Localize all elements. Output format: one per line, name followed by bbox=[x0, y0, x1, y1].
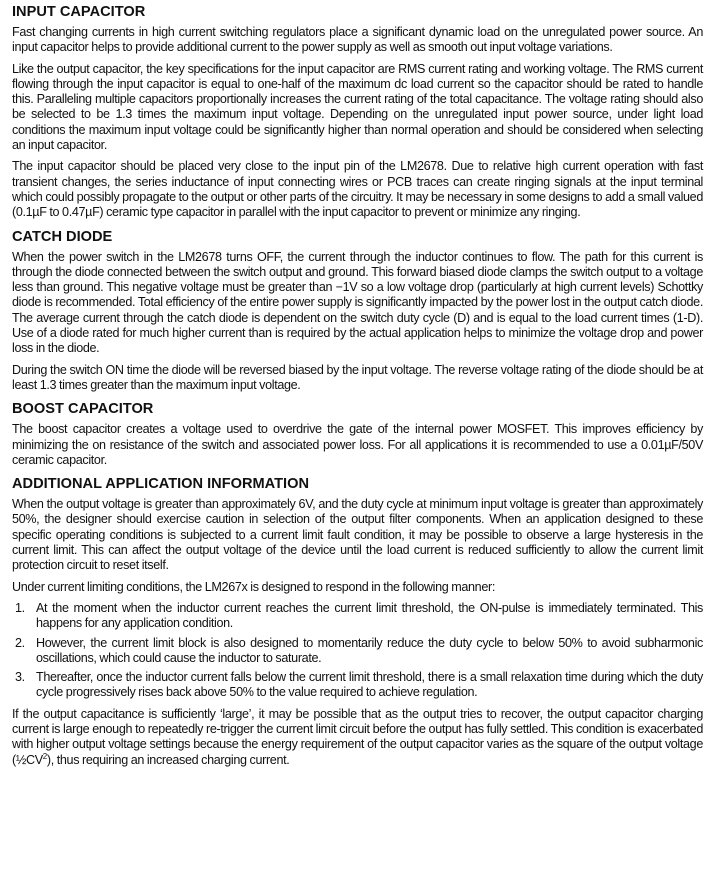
list-item bbox=[12, 601, 703, 632]
list-number: 3. bbox=[15, 670, 25, 685]
paragraph: When the power switch in the LM2678 turns OFF, the current through the inductor continues to flow. The path for this current is through the diode connected between the switch output and ground. This forward biased diode clamps the switch output to a voltage less than ground. This negative voltage must be greater than −1V so a low voltage drop (particularly at high current levels) Schottky diode is recommended. Total efficiency of the entire power supply is significantly impacted by the power lost in the output catch diode. The average current through the catch diode is dependent on the switch duty cycle (D) and is equal to the load current times (1-D). Use of a diode rated for much higher current than is required by the actual application helps to minimize the voltage drop and power loss in the diode. bbox=[12, 249, 703, 356]
paragraph: Like the output capacitor, the key specifications for the input capacitor are RMS current rating and working voltage. The RMS current flowing through the input capacitor is equal to one-half of the maximum dc load current so the capacitor should be rated to handle this. Paralleling multiple capacitors proportionally increases the current rating of the total capacitance. The voltage rating should also be selected to be 1.3 times the maximum input voltage. Depending on the unregulated input power source, under light load conditions the maximum input voltage could be significantly higher than normal operation and should be considered when selecting an input capacitor. bbox=[12, 61, 703, 153]
paragraph: The boost capacitor creates a voltage used to overdrive the gate of the internal power MOSFET. This improves efficiency by minimizing the on resistance of the switch and associated power loss. For all applications it is recommended to use a 0.01µF/50V ceramic capacitor. bbox=[12, 422, 703, 467]
paragraph: The input capacitor should be placed very close to the input pin of the LM2678. Due to relative high current operation with fast transient changes, the series inductance of input connecting wires or PCB traces can create ringing signals at the input terminal which could possibly propagate to the output or other parts of the circuitry. It may be necessary in some designs to add a small valued (0.1µF to 0.47µF) ceramic type capacitor in parallel with the input capacitor to prevent or minimize any ringing. bbox=[12, 159, 703, 220]
list-number: 2. bbox=[15, 635, 25, 650]
numbered-list bbox=[12, 601, 703, 701]
list-number: 1. bbox=[15, 600, 25, 615]
section-heading: BOOST CAPACITOR bbox=[12, 401, 154, 418]
list-item-text: Thereafter, once the inductor current falls below the current limit threshold, there is a small relaxation time during which the duty cycle progressively rises back above 50% to the value required to achieve regulation. bbox=[36, 670, 703, 700]
paragraph: During the switch ON time the diode will be reversed biased by the input voltage. The reverse voltage rating of the diode should be at least 1.3 times greater than the maximum input voltage. bbox=[12, 362, 703, 392]
paragraph: When the output voltage is greater than approximately 6V, and the duty cycle at minimum input voltage is greater than approximately 50%, the designer should exercise caution in selection of the output filter components. When an application designed to these specific operating conditions is subjected to a current limit fault condition, it may be possible to observe a large hysteresis in the current limit. This can affect the output voltage of the device until the load current is reduced sufficiently to allow the current limit protection circuit to reset itself. bbox=[12, 497, 703, 573]
paragraph: Under current limiting conditions, the LM267x is designed to respond in the following manner: bbox=[12, 579, 495, 594]
paragraph-text: ), thus requiring an increased charging current. bbox=[46, 752, 290, 767]
section-additional-application-information bbox=[12, 476, 703, 768]
section-catch-diode bbox=[12, 229, 703, 394]
list-item bbox=[12, 636, 703, 667]
superscript-exponent: 2 bbox=[42, 751, 47, 761]
paragraph bbox=[12, 707, 703, 768]
paragraph-text: If the output capacitance is sufficiently ‘large’, it may be possible that as the output tries to recover, the output capacitor charging current is large enough to repeatedly re-trigger the current limit circuit before the output has fully settled. This condition is exacerbated with higher output voltage settings because the energy requirement of the output capacitor varies as the square of the output voltage (½CV bbox=[12, 706, 703, 767]
section-input-capacitor bbox=[12, 4, 703, 221]
list-item bbox=[12, 670, 703, 701]
list-item-text: At the moment when the inductor current reaches the current limit threshold, the ON-pulse is immediately terminated. This happens for any application condition. bbox=[36, 600, 703, 631]
list-item-text: However, the current limit block is also designed to momentarily reduce the duty cycle to below 50% to avoid subharmonic oscillations, which could cause the inductor to saturate. bbox=[36, 635, 703, 665]
section-heading: ADDITIONAL APPLICATION INFORMATION bbox=[12, 476, 309, 493]
section-boost-capacitor bbox=[12, 401, 703, 468]
paragraph: Fast changing currents in high current switching regulators place a significant dynamic load on the unregulated power source. An input capacitor helps to provide additional current to the power supply as well as smooth out input voltage variations. bbox=[12, 25, 703, 55]
section-heading: INPUT CAPACITOR bbox=[12, 4, 146, 20]
section-heading: CATCH DIODE bbox=[12, 228, 113, 245]
